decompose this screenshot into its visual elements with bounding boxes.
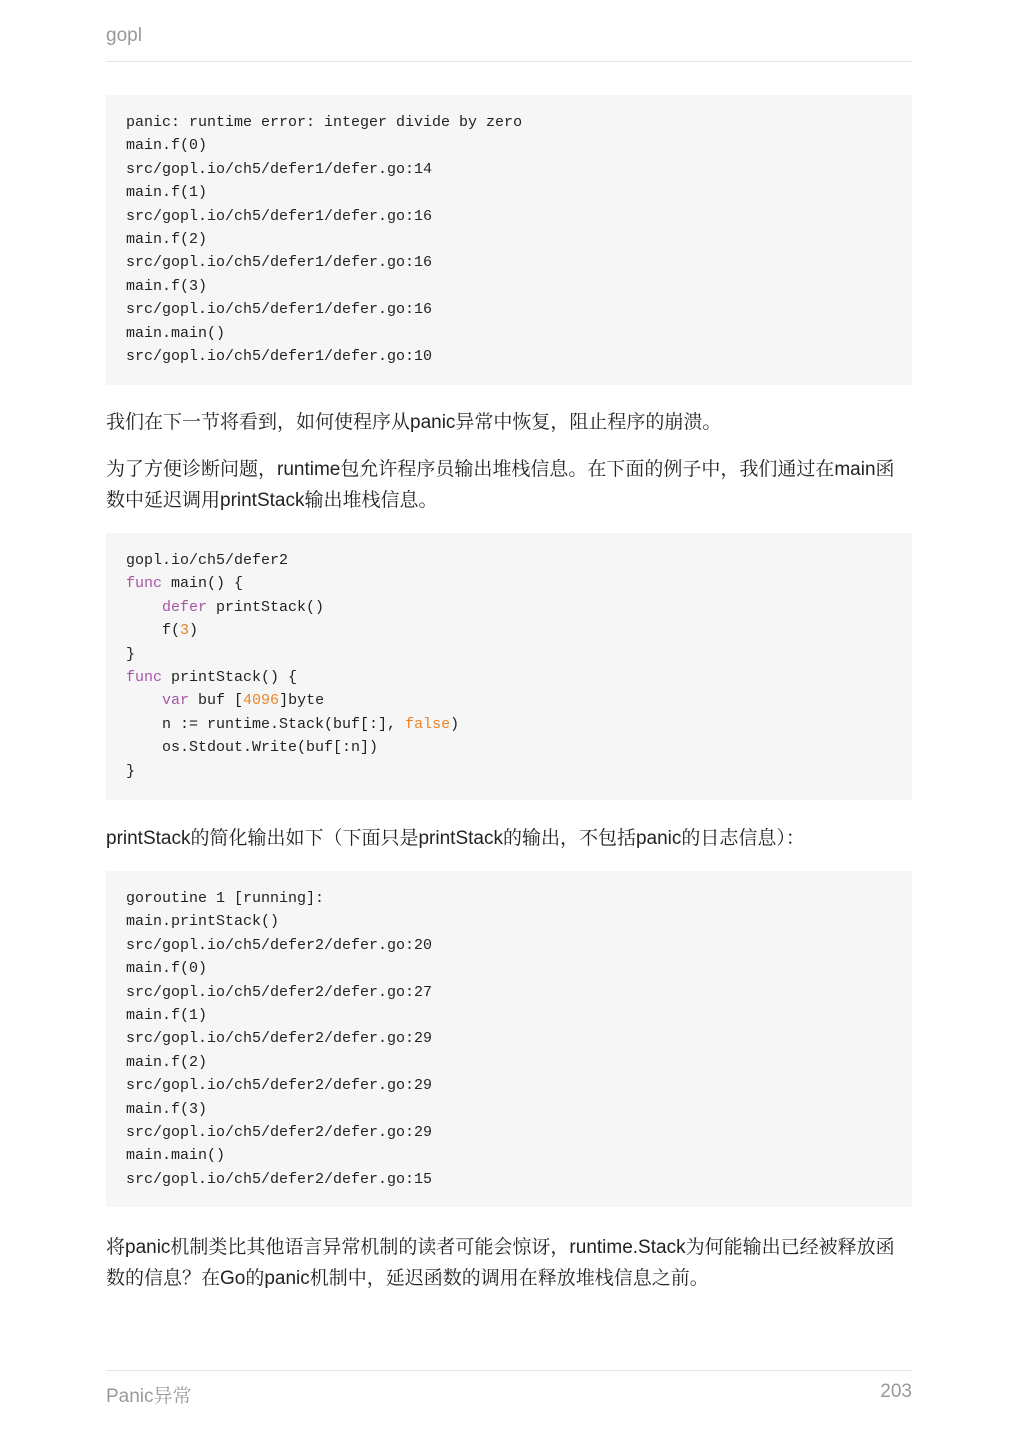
code-line: src/gopl.io/ch5/defer2/defer.go:29 <box>126 1123 433 1141</box>
keyword: func <box>126 575 163 593</box>
page-footer <box>106 1370 912 1421</box>
code-line: src/gopl.io/ch5/defer2/defer.go:27 <box>126 983 433 1001</box>
code-line <box>126 713 892 736</box>
code-line: main.f(1) <box>126 1006 208 1024</box>
code-text: ]byte <box>279 692 325 710</box>
code-line: main.f(2) <box>126 230 208 248</box>
code-line <box>126 572 892 595</box>
code-line <box>126 596 892 619</box>
code-text: n := runtime.Stack(buf[:], <box>162 715 406 733</box>
paragraph-panic-comparison: 将panic机制类比其他语言异常机制的读者可能会惊讶，runtime.Stack为何能输出已经被释放函数的信息？在Go的panic机制中，延迟函数的调用在释放堆栈信息之前。 <box>106 1237 895 1289</box>
book-title: gopl <box>106 25 142 46</box>
code-line: src/gopl.io/ch5/defer1/defer.go:16 <box>126 254 433 272</box>
keyword: func <box>126 668 163 686</box>
paragraph-printstack-output-intro: printStack的简化输出如下（下面只是printStack的输出，不包括panic的日志信息）： <box>106 828 805 849</box>
code-block-defer2-source <box>106 533 912 800</box>
code-line: panic: runtime error: integer divide by zero <box>126 114 523 131</box>
code-text: ) <box>450 715 460 733</box>
code-line: src/gopl.io/ch5/defer2/defer.go:29 <box>126 1030 433 1048</box>
page-number: 203 <box>880 1381 912 1402</box>
code-line: main.f(3) <box>126 277 208 295</box>
code-line: main.f(3) <box>126 1100 208 1118</box>
code-line: src/gopl.io/ch5/defer1/defer.go:16 <box>126 301 433 319</box>
code-line: main.main() <box>126 324 226 342</box>
code-line: src/gopl.io/ch5/defer1/defer.go:16 <box>126 207 433 225</box>
code-block-panic-trace <box>106 95 912 385</box>
keyword: var <box>162 692 190 710</box>
code-line <box>126 666 892 689</box>
footer-section-title: Panic异常 <box>106 1386 192 1407</box>
boolean-literal: false <box>405 715 451 733</box>
keyword: defer <box>162 598 208 616</box>
page-header <box>106 24 912 62</box>
code-line: main.f(0) <box>126 137 208 155</box>
code-indent <box>126 622 162 639</box>
code-line: main.f(1) <box>126 184 208 202</box>
number-literal: 4096 <box>243 692 280 710</box>
code-line <box>126 619 892 642</box>
code-line: os.Stdout.Write(buf[:n]) <box>126 739 379 757</box>
code-indent <box>126 692 162 709</box>
paragraph-recover-note: 我们在下一节将看到，如何使程序从panic异常中恢复，阻止程序的崩溃。 <box>106 412 722 433</box>
code-text: f( <box>162 622 181 640</box>
code-line: src/gopl.io/ch5/defer2/defer.go:15 <box>126 1170 433 1188</box>
code-line: } <box>126 762 136 780</box>
code-text: ) <box>189 622 199 640</box>
code-line: src/gopl.io/ch5/defer2/defer.go:29 <box>126 1077 433 1095</box>
code-line: src/gopl.io/ch5/defer2/defer.go:20 <box>126 936 433 954</box>
paragraph-runtime-stack-intro: 为了方便诊断问题，runtime包允许程序员输出堆栈信息。在下面的例子中，我们通过在main函数中延迟调用printStack输出堆栈信息。 <box>106 459 895 511</box>
code-line: main.main() <box>126 1147 226 1165</box>
code-block-printstack-output <box>106 871 912 1207</box>
code-text: buf [ <box>189 692 244 710</box>
code-line: main.f(2) <box>126 1053 208 1071</box>
code-line <box>126 689 892 712</box>
code-text: printStack() <box>207 598 325 616</box>
code-line: main.f(0) <box>126 960 208 978</box>
code-line: gopl.io/ch5/defer2 <box>126 552 289 569</box>
number-literal: 3 <box>180 622 190 640</box>
code-line: src/gopl.io/ch5/defer1/defer.go:10 <box>126 347 433 365</box>
code-line: src/gopl.io/ch5/defer1/defer.go:14 <box>126 160 433 178</box>
code-line: main.printStack() <box>126 913 280 931</box>
code-text: printStack() { <box>162 668 298 686</box>
code-indent <box>126 599 162 616</box>
code-text: main() { <box>162 575 244 593</box>
code-line: goroutine 1 [running]: <box>126 890 325 907</box>
code-indent <box>126 716 162 733</box>
code-line: } <box>126 645 136 663</box>
